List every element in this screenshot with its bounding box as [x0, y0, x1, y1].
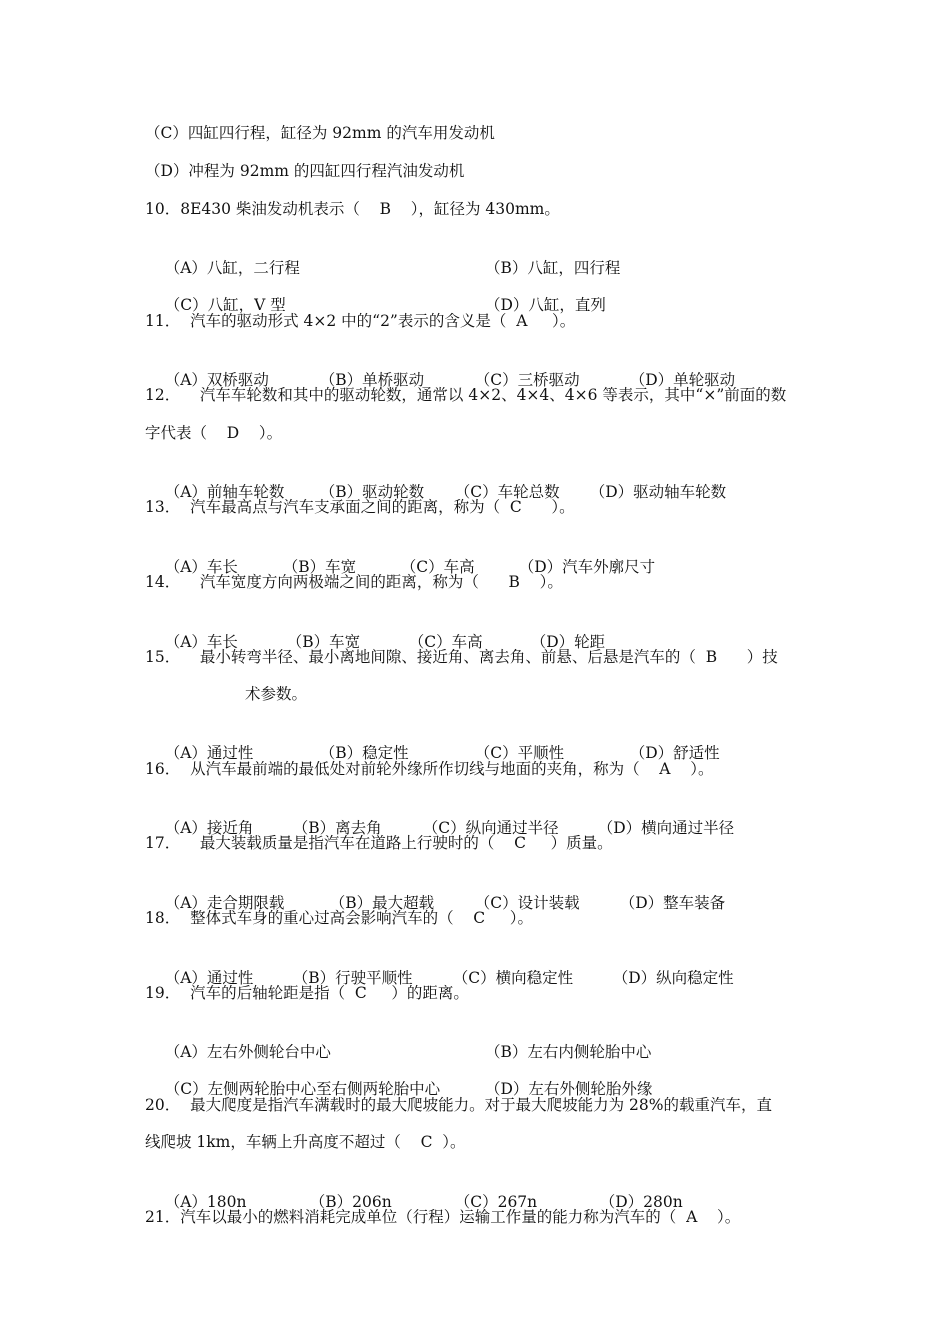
option-c: （C）车高: [408, 633, 483, 651]
option-c: （C）平顺性: [474, 744, 565, 762]
option-b: （B）最大超载: [329, 894, 435, 912]
option-d: （D）左右外侧轮胎外缘: [485, 1080, 653, 1098]
option-c: （C）267n: [454, 1193, 538, 1211]
option-d: （D）轮距: [530, 633, 606, 651]
option-d: （D）横向通过半径: [597, 819, 735, 837]
question-10: 10．8E430 柴油发动机表示（ B ），缸径为 430mm。: [145, 200, 560, 218]
option-a: （A）前轴车轮数: [164, 483, 285, 501]
option-a: （A）左右外侧轮台中心: [164, 1043, 331, 1061]
option-a: （A）车长: [164, 558, 238, 576]
option-d: （D）280n: [599, 1193, 683, 1211]
option-c: （C）横向稳定性: [452, 969, 574, 987]
option-b: （B）稳定性: [319, 744, 409, 762]
option-b: （B）206n: [309, 1193, 392, 1211]
option-b: （B）单桥驱动: [319, 371, 425, 389]
option-c: （C）设计装载: [474, 894, 580, 912]
option-b: （B）离去角: [292, 819, 382, 837]
question-16: 16． 从汽车最前端的最低处对前轮外缘所作切线与地面的夹角，称为（ A ）。: [145, 760, 714, 778]
option-a: （A）八缸，二行程: [164, 259, 300, 277]
option-a: （A）车长: [164, 633, 238, 651]
option-d: （D）八缸，直列: [485, 296, 606, 314]
option-d: （D）汽车外廓尺寸: [518, 558, 656, 576]
option-d: （D）单轮驱动: [629, 371, 736, 389]
option-line: （D）冲程为 92mm 的四缸四行程汽油发动机: [145, 162, 465, 180]
question-19: 19． 汽车的后轴轮距是指（ C ）的距离。: [145, 984, 469, 1002]
option-d: （D）纵向稳定性: [612, 969, 734, 987]
question-12-cont: 字代表（ D ）。: [145, 424, 283, 442]
option-line: （C）四缸四行程，缸径为 92mm 的汽车用发动机: [145, 124, 495, 142]
option-b: （B）车宽: [286, 633, 361, 651]
option-a: （A）双桥驱动: [164, 371, 269, 389]
question-21: 21．汽车以最小的燃料消耗完成单位（行程）运输工作量的能力称为汽车的（ A ）。: [145, 1208, 741, 1226]
option-a: （A）通过性: [164, 744, 254, 762]
option-b: （B）车宽: [282, 558, 357, 576]
option-c: （C）左侧两轮胎中心至右侧两轮胎中心: [164, 1080, 441, 1098]
option-b: （B）行驶平顺性: [292, 969, 413, 987]
option-a: （A）180n: [164, 1193, 247, 1211]
option-a: （A）走合期限载: [164, 894, 285, 912]
question-11: 11． 汽车的驱动形式 4×2 中的“2”表示的含义是（ A ）。: [145, 312, 576, 330]
option-c: （C）纵向通过半径: [422, 819, 559, 837]
question-15-cont: 术参数。: [245, 685, 308, 703]
option-b: （B）左右内侧轮胎中心: [485, 1043, 652, 1061]
option-c: （C）八缸，V 型: [164, 296, 286, 314]
option-a: （A）通过性: [164, 969, 254, 987]
question-15: 15． 最小转弯半径、最小离地间隙、接近角、离去角、前悬、后悬是汽车的（ B ）技: [145, 648, 778, 666]
option-b: （B）八缸，四行程: [485, 259, 621, 277]
option-d: （D）舒适性: [629, 744, 720, 762]
question-12: 12． 汽车车轮数和其中的驱动轮数，通常以 4×2、4×4、4×6 等表示，其中“×”前面的数: [145, 386, 787, 404]
option-d: （D）驱动轴车轮数: [589, 483, 727, 501]
question-17: 17． 最大装载质量是指汽车在道路上行驶时的（ C ）质量。: [145, 834, 613, 852]
option-a: （A）接近角: [164, 819, 254, 837]
question-14: 14． 汽车宽度方向两极端之间的距离，称为（ B ）。: [145, 573, 563, 591]
option-c: （C）三桥驱动: [474, 371, 580, 389]
question-20: 20． 最大爬度是指汽车满载时的最大爬坡能力。对于最大爬坡能力为 28%的载重汽车，直: [145, 1096, 772, 1114]
option-c: （C）车轮总数: [454, 483, 560, 501]
question-18: 18． 整体式车身的重心过高会影响汽车的（ C ）。: [145, 909, 534, 927]
option-d: （D）整车装备: [619, 894, 726, 912]
question-13: 13． 汽车最高点与汽车支承面之间的距离，称为（ C ）。: [145, 498, 575, 516]
question-20-cont: 线爬坡 1km，车辆上升高度不超过（ C ）。: [145, 1133, 466, 1151]
option-b: （B）驱动轮数: [319, 483, 425, 501]
option-c: （C）车高: [400, 558, 475, 576]
